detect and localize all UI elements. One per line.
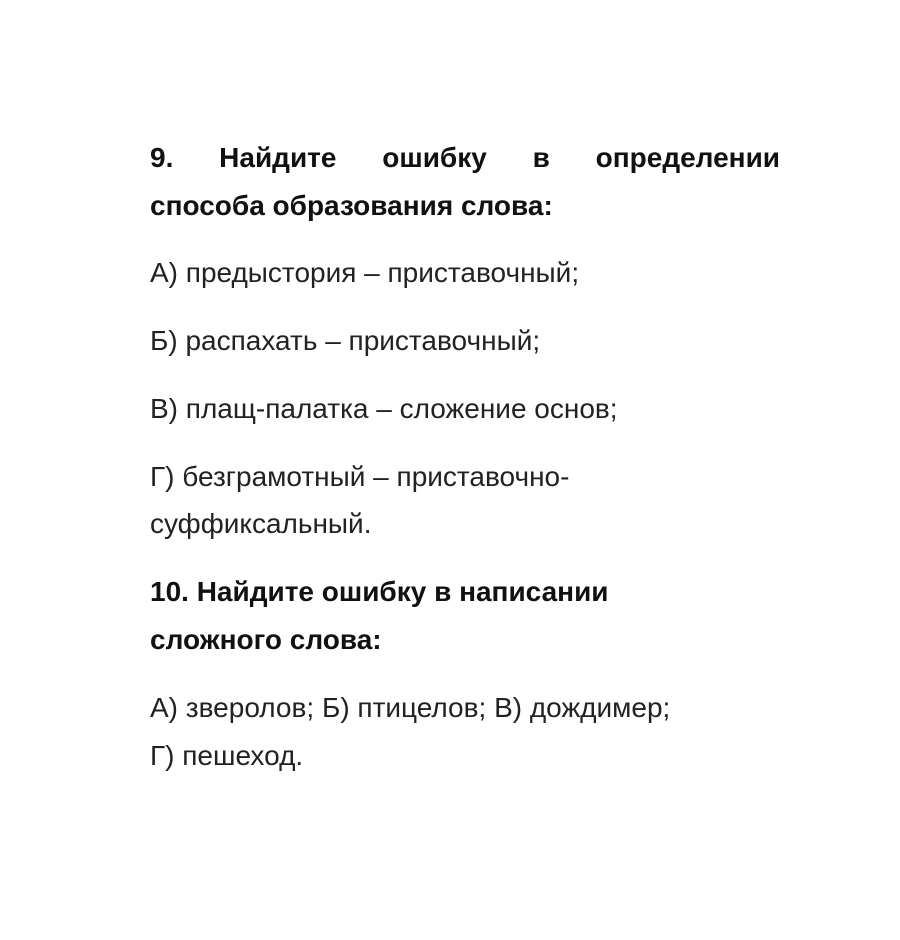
question-9-title-line2: способа образования слова: [150, 190, 553, 221]
question-10-title-line2: сложного слова: [150, 624, 382, 655]
question-9-option-a: А) предыстория – приставочный; [150, 257, 580, 288]
question-9-option-c: В) плащ-палатка – сложение основ; [150, 393, 618, 424]
question-9-option-d: Г) безграмотный – приставочно- [150, 461, 570, 492]
question-9-option-d-continued: суффиксальный. [150, 508, 372, 539]
question-10-options-line2: Г) пешеход. [150, 740, 304, 771]
question-9-title-line1: 9. Найдите ошибку в определении [150, 142, 780, 173]
question-10-title-line1: 10. Найдите ошибку в написании [150, 576, 609, 607]
question-10-options-line1: А) зверолов; Б) птицелов; В) дождимер; [150, 692, 671, 723]
question-9-option-b: Б) распахать – приставочный; [150, 325, 541, 356]
